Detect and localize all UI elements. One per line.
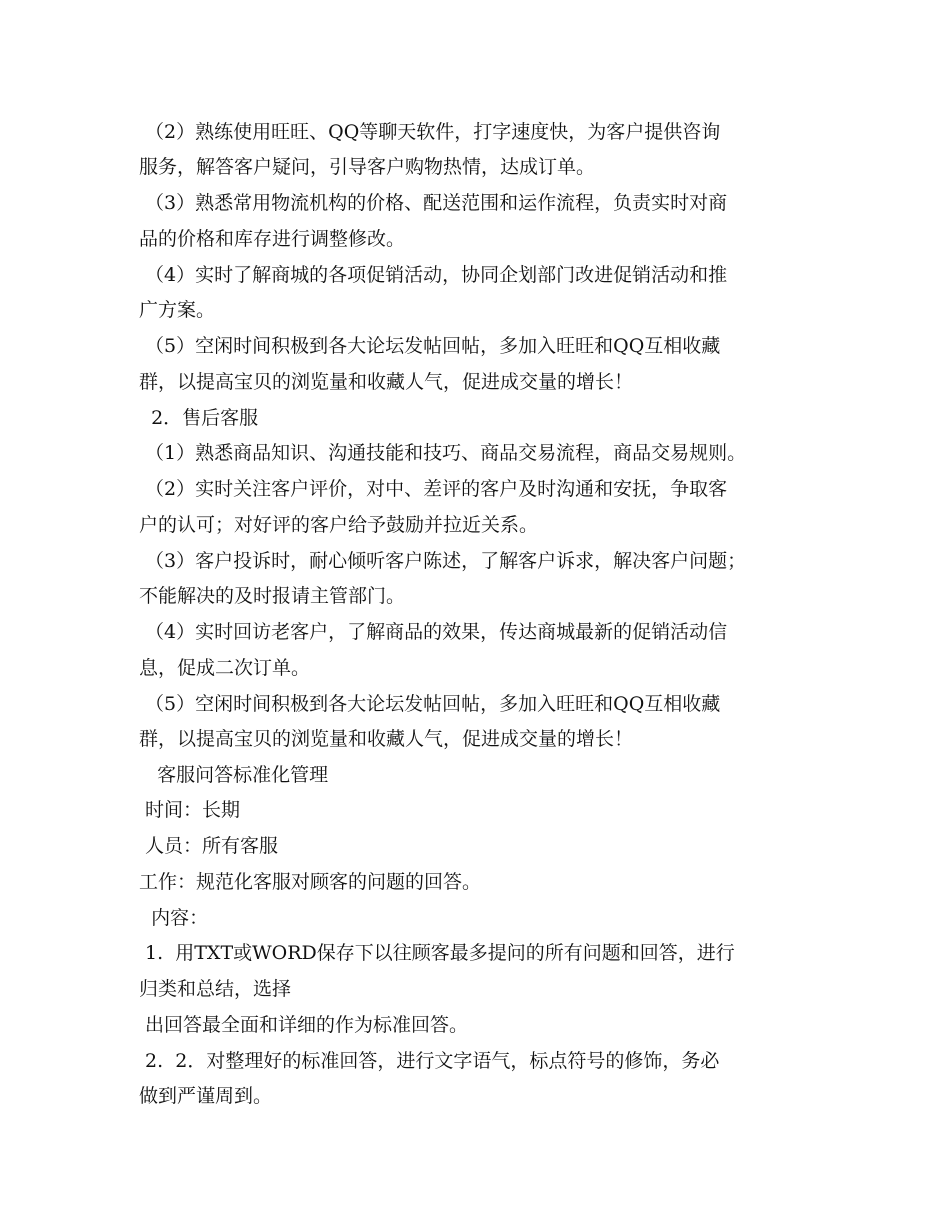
text-line: 品的价格和库存进行调整修改。 [139, 228, 406, 250]
text-line: （4）实时回访老客户，了解商品的效果，传达商城最新的促销活动信 [139, 621, 728, 643]
section-heading: 客服问答标准化管理 [139, 764, 329, 786]
text-line: 不能解决的及时报请主管部门。 [139, 585, 406, 607]
text-line: 1. 用TXT或WORD保存下以往顾客最多提问的所有问题和回答，进行 [139, 942, 735, 964]
text-line: 人员：所有客服 [139, 835, 279, 857]
text-line: 归类和总结，选择 [139, 978, 292, 1000]
text-line: 户的认可；对好评的客户给予鼓励并拉近关系。 [139, 514, 539, 536]
text-line: 息，促成二次订单。 [139, 657, 311, 679]
text-line: 出回答最全面和详细的作为标准回答。 [139, 1014, 469, 1036]
text-line: 内容： [139, 907, 209, 929]
text-line: （5）空闲时间积极到各大论坛发帖回帖，多加入旺旺和QQ互相收藏 [139, 693, 721, 715]
text-line: 服务，解答客户疑问，引导客户购物热情，达成订单。 [139, 156, 596, 178]
text-line: 群，以提高宝贝的浏览量和收藏人气，促进成交量的增长！ [139, 728, 634, 750]
text-line: （4）实时了解商城的各项促销活动，协同企划部门改进促销活动和推 [139, 264, 728, 286]
text-line: 群，以提高宝贝的浏览量和收藏人气，促进成交量的增长！ [139, 371, 634, 393]
text-line: 时间：长期 [139, 799, 241, 821]
text-line: 广方案。 [139, 299, 216, 321]
text-line: 2. 2．对整理好的标准回答，进行文字语气，标点符号的修饰，务必 [139, 1050, 720, 1072]
text-line: （3）熟悉常用物流机构的价格、配送范围和运作流程，负责实时对商 [139, 192, 728, 214]
section-heading: 2．售后客服 [139, 407, 259, 429]
text-line: （5）空闲时间积极到各大论坛发帖回帖，多加入旺旺和QQ互相收藏 [139, 335, 721, 357]
text-line: （1）熟悉商品知识、沟通技能和技巧、商品交易流程，商品交易规则。 [139, 442, 747, 464]
text-line: 工作：规范化客服对顾客的问题的回答。 [139, 871, 482, 893]
text-line: （3）客户投诉时，耐心倾听客户陈述，了解客户诉求，解决客户问题； [139, 550, 747, 572]
text-line: 做到严谨周到。 [139, 1085, 273, 1107]
text-line: （2）熟练使用旺旺、QQ等聊天软件，打字速度快，为客户提供咨询 [139, 121, 721, 143]
text-line: （2）实时关注客户评价，对中、差评的客户及时沟通和安抚，争取客 [139, 478, 728, 500]
